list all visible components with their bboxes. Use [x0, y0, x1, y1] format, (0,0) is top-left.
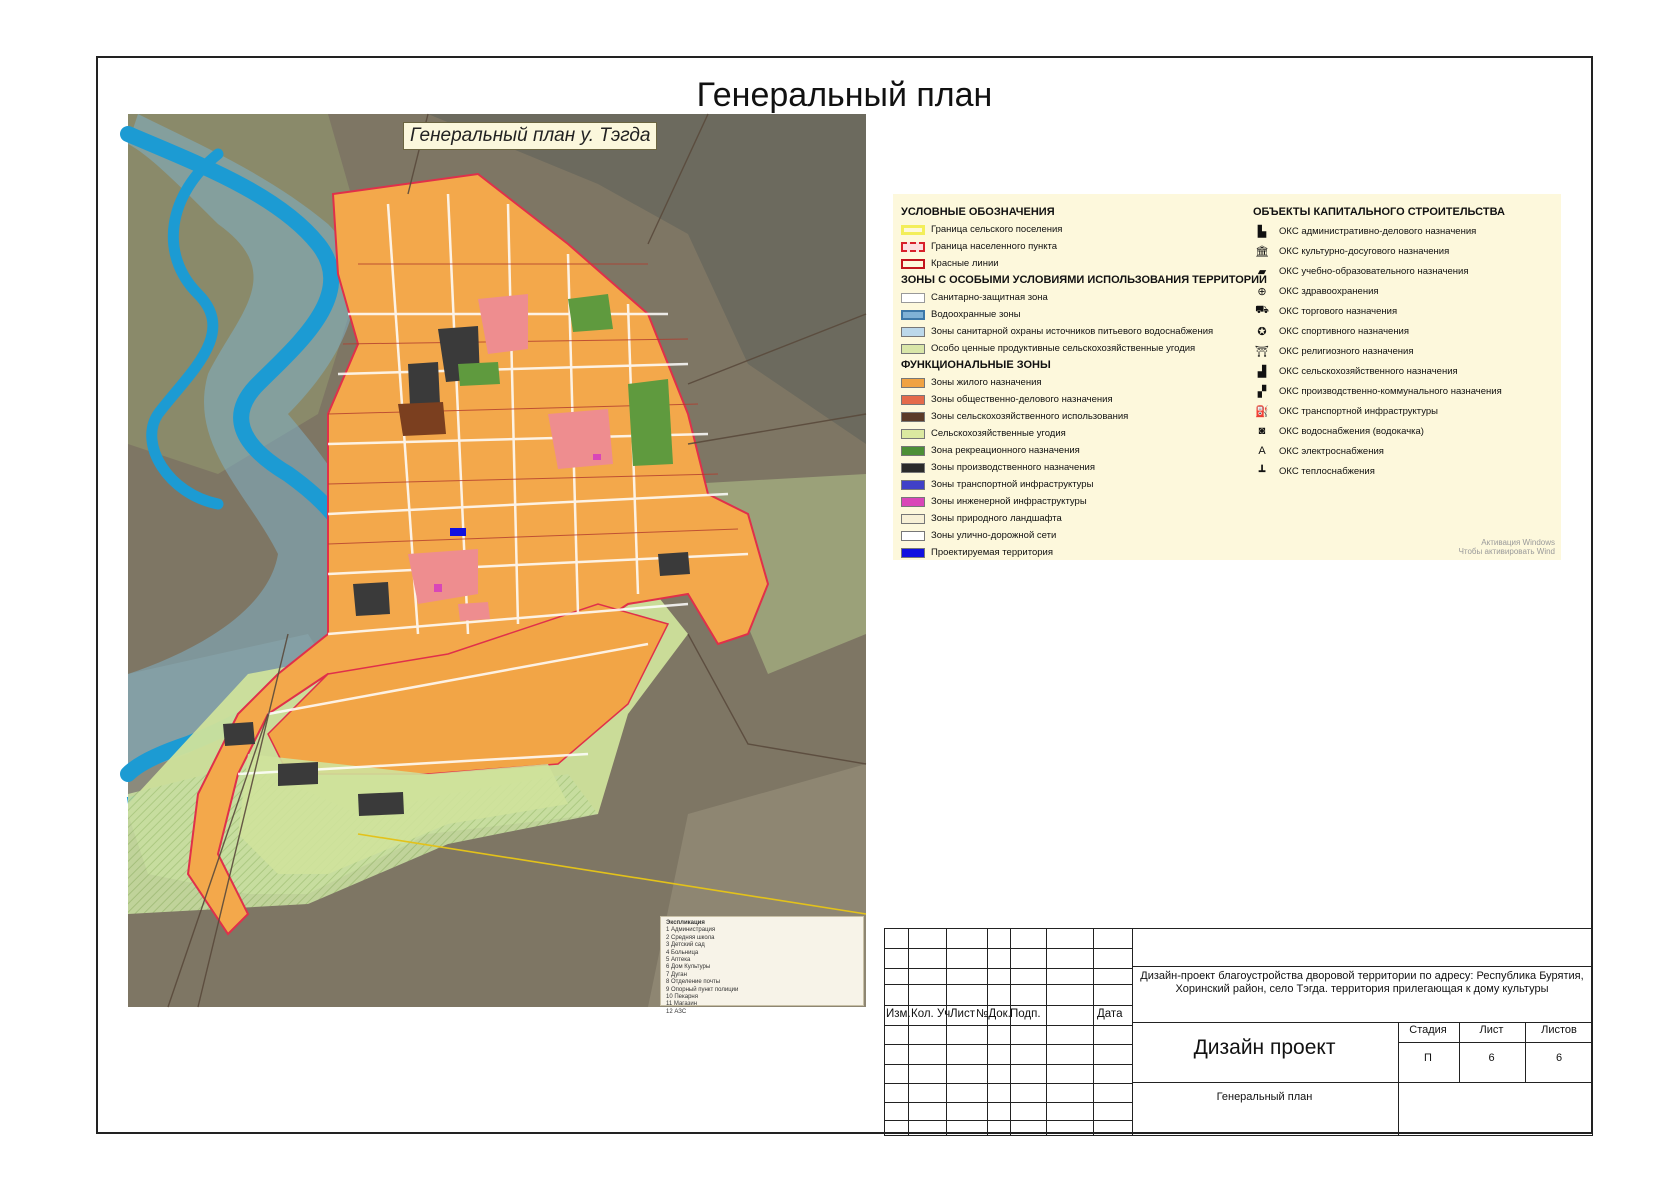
legend-label: Особо ценные продуктивные сельскохозяйственные угодия	[931, 343, 1196, 354]
col-podp: Подп.	[1010, 1008, 1041, 1020]
legend-object-item	[1253, 461, 1553, 481]
explication-item: 4 Больница	[666, 949, 699, 956]
legend-item	[901, 527, 1231, 544]
legend-item	[901, 408, 1231, 425]
legend-swatch	[901, 259, 925, 269]
legend-item	[901, 544, 1231, 561]
legend-swatch	[901, 310, 925, 320]
religion-icon: ⛩	[1255, 345, 1269, 358]
admin-icon: ▙	[1257, 225, 1267, 238]
legend-label: Зоны производственного назначения	[931, 462, 1095, 473]
legend-item	[901, 425, 1231, 442]
col-data: Дата	[1097, 1008, 1123, 1020]
legend-swatch	[901, 497, 925, 507]
sheet-title: Генеральный план	[696, 76, 993, 114]
legend-object-item	[1253, 341, 1553, 361]
legend-label: Зоны транспортной инфраструктуры	[931, 479, 1094, 490]
legend-special-title: ЗОНЫ С ОСОБЫМИ УСЛОВИЯМИ ИСПОЛЬЗОВАНИЯ ТЕРРИТОРИИ	[901, 274, 1267, 286]
legend-swatch	[901, 531, 925, 541]
explication-item: 3 Детский сад	[666, 942, 705, 949]
legend-item	[901, 306, 1231, 323]
col-list: Лист	[950, 1008, 975, 1020]
fuel-icon: ⛽	[1255, 405, 1269, 418]
legend-item	[901, 323, 1231, 340]
map-legend	[893, 194, 1561, 560]
legend-label: Сельскохозяйственные угодия	[931, 428, 1066, 439]
electric-icon: A	[1258, 445, 1266, 457]
legend-object-item	[1253, 221, 1553, 241]
legend-object-item	[1253, 421, 1553, 441]
legend-label: ОКС транспортной инфраструктуры	[1279, 405, 1438, 417]
explication-item: 10 Пекарня	[666, 994, 698, 1001]
legend-label: Санитарно-защитная зона	[931, 292, 1048, 303]
legend-item	[901, 476, 1231, 493]
culture-icon: 🏛	[1255, 245, 1269, 258]
legend-item	[901, 442, 1231, 459]
legend-swatch	[901, 344, 925, 354]
legend-label: ОКС религиозного назначения	[1279, 345, 1414, 357]
legend-functional-title: ФУНКЦИОНАЛЬНЫЕ ЗОНЫ	[901, 359, 1051, 371]
map-explication	[660, 916, 864, 1015]
legend-swatch	[901, 327, 925, 337]
legend-label: ОКС здравоохранения	[1279, 285, 1379, 297]
stage-value: П	[1424, 1052, 1432, 1064]
legend-objects-title: ОБЪЕКТЫ КАПИТАЛЬНОГО СТРОИТЕЛЬСТВА	[1253, 206, 1505, 218]
legend-swatch	[901, 514, 925, 524]
legend-label: ОКС культурно-досугового назначения	[1279, 245, 1450, 257]
legend-label: Проектируемая территория	[931, 547, 1053, 558]
sheets-value: 6	[1555, 1052, 1563, 1064]
water-icon: ◙	[1258, 425, 1266, 437]
legend-item	[901, 391, 1231, 408]
legend-object-item	[1253, 261, 1553, 281]
project-name: Дизайн-проект благоустройства дворовой территории по адресу: Республика Бурятия, Хоринский район, село Тэгда. территория прилегающая к дому культуры	[1140, 970, 1584, 995]
legend-object-item	[1253, 281, 1553, 301]
title-block	[884, 928, 1593, 1136]
windows-activation-watermark	[1459, 538, 1555, 556]
explication-item: 6 Дом Культуры	[666, 964, 711, 971]
legend-label: Водоохранные зоны	[931, 309, 1021, 320]
col-ndok: №Док.	[976, 1008, 1011, 1020]
legend-label: ОКС производственно-коммунального назначения	[1279, 385, 1502, 397]
explication-item: 2 Средняя школа	[666, 934, 715, 941]
explication-item: 9 Опорный пункт полиции	[666, 986, 739, 993]
sheet-label: Лист	[1479, 1024, 1504, 1036]
explication-item: 7 Дуган	[666, 971, 687, 978]
legend-label: Зоны улично-дорожной сети	[931, 530, 1057, 541]
legend-item	[901, 493, 1231, 510]
legend-swatch	[901, 242, 925, 252]
trade-icon: ⛟	[1255, 304, 1269, 316]
explication-item: 5 Аптека	[666, 957, 691, 964]
legend-label: Граница сельского поселения	[931, 224, 1063, 235]
legend-object-item	[1253, 241, 1553, 261]
drawing-frame	[96, 56, 1593, 1134]
legend-objects-column	[1253, 204, 1553, 481]
legend-label: ОКС водоснабжения (водокачка)	[1279, 425, 1424, 437]
heat-icon: ┻	[1258, 465, 1266, 478]
legend-item	[901, 459, 1231, 476]
legend-swatch	[901, 429, 925, 439]
sheets-label: Листов	[1541, 1024, 1577, 1036]
legend-label: ОКС теплоснабжения	[1279, 465, 1375, 477]
sport-icon: ✪	[1257, 325, 1267, 338]
legend-zones-column	[901, 204, 1267, 561]
legend-swatch	[901, 378, 925, 388]
legend-object-item	[1253, 361, 1553, 381]
legend-item	[901, 340, 1231, 357]
legend-label: Красные линии	[931, 258, 999, 269]
legend-swatch	[901, 548, 925, 558]
sheet-value: 6	[1488, 1052, 1495, 1064]
stage-title: Дизайн проект	[1193, 1036, 1336, 1059]
legend-item	[901, 255, 1231, 272]
legend-swatch	[901, 395, 925, 405]
health-icon: ⊕	[1257, 285, 1267, 298]
col-kol-uch: Кол. Уч	[911, 1008, 951, 1020]
legend-label: ОКС сельскохозяйственного назначения	[1279, 365, 1458, 377]
legend-label: Зоны инженерной инфраструктуры	[931, 496, 1087, 507]
explication-title: Экспликация	[666, 920, 705, 926]
education-icon: ▰	[1257, 265, 1267, 278]
col-izm: Изм.	[886, 1008, 911, 1020]
legend-label: ОКС электроснабжения	[1279, 445, 1384, 457]
map-caption: Генеральный план у. Тэгда	[403, 122, 657, 150]
legend-object-item	[1253, 441, 1553, 461]
legend-label: Зона рекреационного назначения	[931, 445, 1080, 456]
sheet-name: Генеральный план	[1216, 1091, 1313, 1103]
explication-item: 1 Администрация	[666, 927, 716, 934]
legend-object-item	[1253, 321, 1553, 341]
explication-item: 11 Магазин	[666, 1001, 698, 1008]
legend-object-item	[1253, 301, 1553, 321]
explication-item: 8 Отделение почты	[666, 979, 721, 986]
explication-item: 12 АЗС	[666, 1008, 687, 1015]
master-plan-map	[128, 114, 866, 1015]
production-icon: ▞	[1257, 385, 1267, 398]
legend-swatch	[901, 463, 925, 473]
legend-label: ОКС административно-делового назначения	[1279, 225, 1477, 237]
legend-item	[901, 289, 1231, 306]
legend-swatch	[901, 412, 925, 422]
legend-label: Зоны санитарной охраны источников питьевого водоснабжения	[931, 326, 1214, 337]
legend-label: Зоны жилого назначения	[931, 377, 1042, 388]
legend-label: ОКС спортивного назначения	[1279, 325, 1410, 337]
legend-label: Зоны сельскохозяйственного использования	[931, 411, 1129, 422]
watermark-line: Активация Windows	[1481, 538, 1555, 547]
map-graphic	[128, 114, 866, 1007]
legend-label: Зоны природного ландшафта	[931, 513, 1062, 524]
legend-item	[901, 221, 1231, 238]
stage-label: Стадия	[1409, 1024, 1447, 1036]
legend-label: Граница населенного пункта	[931, 241, 1058, 252]
legend-object-item	[1253, 381, 1553, 401]
legend-label: Зоны общественно-делового назначения	[931, 394, 1113, 405]
legend-item	[901, 374, 1231, 391]
legend-object-item	[1253, 401, 1553, 421]
agriculture-icon: ▟	[1257, 365, 1267, 378]
legend-swatch	[901, 225, 925, 235]
legend-swatch	[901, 446, 925, 456]
watermark-line: Чтобы активировать Wind	[1458, 547, 1555, 556]
legend-item	[901, 510, 1231, 527]
legend-swatch	[901, 293, 925, 303]
legend-item	[901, 238, 1231, 255]
legend-swatch	[901, 480, 925, 490]
legend-label: ОКС торгового назначения	[1279, 305, 1398, 317]
legend-title: УСЛОВНЫЕ ОБОЗНАЧЕНИЯ	[901, 206, 1055, 218]
legend-label: ОКС учебно-образовательного назначения	[1279, 265, 1469, 277]
